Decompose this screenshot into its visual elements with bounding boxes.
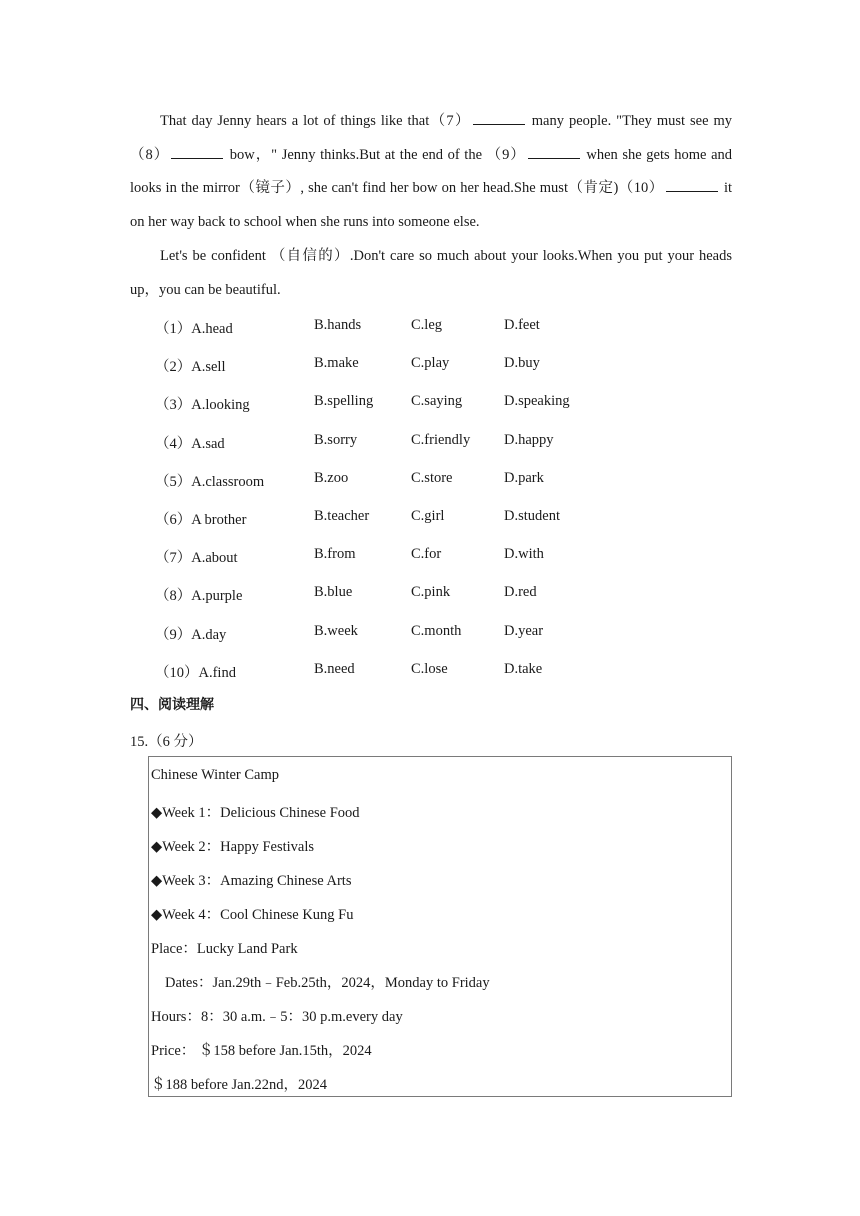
option-d: D.red <box>504 584 537 601</box>
passage-text: when she gets home and looks in the mirror（镜子）, she can't find her bow on her head.She must（肯定)（10） <box>130 146 733 197</box>
passage-text: it on her way back to school when she runs into someone else. <box>130 180 732 231</box>
option-b: B.zoo <box>314 469 349 486</box>
option-d: D.year <box>504 622 544 639</box>
option-b: B.make <box>314 355 359 372</box>
option-d: D.feet <box>504 317 540 333</box>
camp-price-1: Price： ＄158 before Jan.15th，2024 <box>151 1043 372 1059</box>
option-a: （3）A.looking <box>155 397 250 414</box>
passage-text: That day Jenny hears a lot of things like that（7） <box>160 113 471 129</box>
camp-week-1: ◆Week 1：Delicious Chinese Food <box>151 805 360 821</box>
section-title: 四、阅读理解 <box>130 697 214 713</box>
camp-dates: Dates：Jan.29th﹣Feb.25th，2024，Monday to Friday <box>165 975 490 991</box>
camp-week-3: ◆Week 3：Amazing Chinese Arts <box>151 873 352 889</box>
option-b: B.teacher <box>314 507 370 524</box>
option-b: B.from <box>314 546 356 563</box>
option-row-10 <box>155 654 655 692</box>
option-c: C.friendly <box>411 431 471 448</box>
option-c: C.lose <box>411 660 448 677</box>
option-a: （8）A.purple <box>155 588 243 605</box>
option-c: C.for <box>411 546 442 563</box>
blank-9 <box>528 146 580 159</box>
option-c: C.girl <box>411 507 445 524</box>
option-a: （9）A.day <box>155 626 227 643</box>
option-c: C.play <box>411 355 450 372</box>
option-a: （4）A.sad <box>155 435 225 452</box>
camp-week-2: ◆Week 2：Happy Festivals <box>151 839 315 855</box>
camp-place: Place：Lucky Land Park <box>151 941 298 957</box>
option-a: （7）A.about <box>155 550 238 567</box>
passage-paragraph-2: Let's be confident （自信的）.Don't care so much about your looks.When you put your heads up，you can be beautiful. <box>130 248 732 298</box>
option-row-1 <box>155 310 655 348</box>
passage-paragraph-1 <box>130 105 732 240</box>
option-row-3 <box>155 386 655 424</box>
passage-text: many people. "They must see my（8） <box>130 113 732 163</box>
camp-hours: Hours：8：30 a.m.﹣5：30 p.m.every day <box>151 1009 403 1025</box>
camp-title: Chinese Winter Camp <box>151 767 280 783</box>
camp-week-4: ◆Week 4：Cool Chinese Kung Fu <box>151 907 354 923</box>
option-row-7 <box>155 539 655 577</box>
option-d: D.buy <box>504 355 540 372</box>
option-d: D.speaking <box>504 393 570 410</box>
option-c: C.saying <box>411 393 463 410</box>
option-a: （6）A brother <box>155 511 247 528</box>
option-c: C.pink <box>411 584 451 601</box>
passage-text: bow，" Jenny thinks.But at the end of the （9） <box>225 146 526 163</box>
option-d: D.student <box>504 507 560 524</box>
option-d: D.take <box>504 660 543 677</box>
blank-10 <box>666 179 718 192</box>
option-c: C.leg <box>411 317 443 333</box>
option-row-8 <box>155 577 655 615</box>
option-row-4 <box>155 425 655 463</box>
blank-7 <box>473 112 525 125</box>
option-c: C.month <box>411 622 462 639</box>
option-row-9 <box>155 616 655 654</box>
option-c: C.store <box>411 469 453 486</box>
option-b: B.hands <box>314 317 362 333</box>
option-b: B.week <box>314 622 358 639</box>
camp-price-2: ＄188 before Jan.22nd，2024 <box>151 1077 327 1093</box>
option-row-6 <box>155 501 655 539</box>
option-d: D.happy <box>504 431 554 448</box>
option-a: （10）A.find <box>155 664 236 681</box>
option-row-5 <box>155 463 655 501</box>
blank-8 <box>171 146 223 159</box>
option-d: D.park <box>504 469 544 486</box>
camp-info-box <box>148 756 732 1097</box>
option-b: B.blue <box>314 584 353 601</box>
option-row-2 <box>155 348 655 386</box>
option-a: （2）A.sell <box>155 359 226 376</box>
option-d: D.with <box>504 546 544 563</box>
question-number: 15.（6 分） <box>130 734 203 750</box>
option-b: B.need <box>314 660 355 677</box>
options-list <box>155 310 655 692</box>
option-b: B.sorry <box>314 431 358 448</box>
option-a: （1）A.head <box>155 321 233 337</box>
option-a: （5）A.classroom <box>155 473 265 490</box>
option-b: B.spelling <box>314 393 374 410</box>
